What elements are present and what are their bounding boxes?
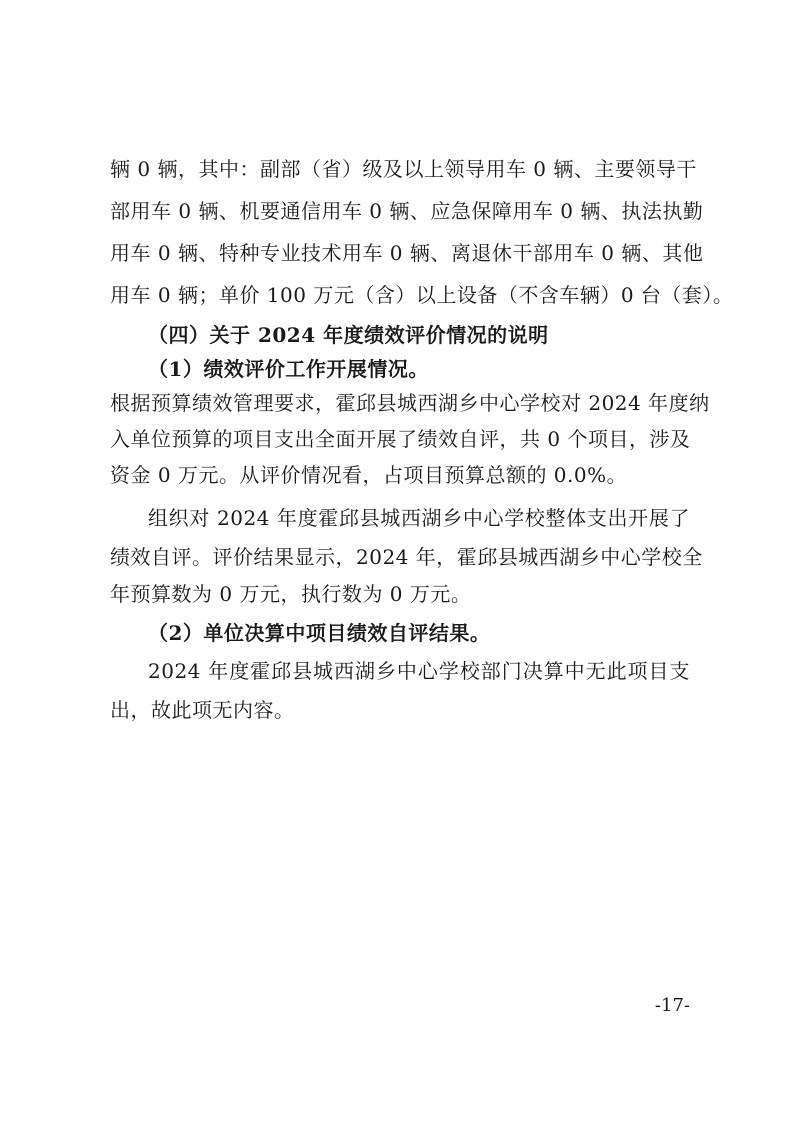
page-number: -17- bbox=[654, 995, 690, 1016]
text-line: 用车 0 辆；单价 100 万元（含）以上设备（不含车辆）0 台（套）。 bbox=[110, 283, 734, 307]
text-line: 辆 0 辆，其中：副部（省）级及以上领导用车 0 辆、主要领导干 bbox=[110, 157, 697, 181]
subsection-heading: （1）绩效评价工作开展情况。 bbox=[148, 357, 429, 381]
text-line: 资金 0 万元。从评价情况看，占项目预算总额的 0.0%。 bbox=[110, 463, 628, 487]
text-line: 出，故此项无内容。 bbox=[110, 698, 295, 722]
text-line: 年预算数为 0 万元，执行数为 0 万元。 bbox=[110, 582, 472, 606]
text-line: 2024 年度霍邱县城西湖乡中心学校部门决算中无此项目支 bbox=[148, 659, 690, 683]
text-line: 用车 0 辆、特种专业技术用车 0 辆、离退休干部用车 0 辆、其他 bbox=[110, 241, 704, 265]
text-line: 绩效自评。评价结果显示，2024 年，霍邱县城西湖乡中心学校全 bbox=[110, 545, 703, 569]
section-heading: （四）关于 2024 年度绩效评价情况的说明 bbox=[148, 323, 549, 347]
text-line: 组织对 2024 年度霍邱县城西湖乡中心学校整体支出开展了 bbox=[148, 506, 690, 530]
text-line: 入单位预算的项目支出全面开展了绩效自评，共 0 个项目，涉及 bbox=[110, 427, 691, 451]
text-line: 根据预算绩效管理要求，霍邱县城西湖乡中心学校对 2024 年度纳 bbox=[110, 391, 710, 415]
text-line: 部用车 0 辆、机要通信用车 0 辆、应急保障用车 0 辆、执法执勤 bbox=[110, 199, 704, 223]
subsection-heading: （2）单位决算中项目绩效自评结果。 bbox=[148, 621, 491, 645]
